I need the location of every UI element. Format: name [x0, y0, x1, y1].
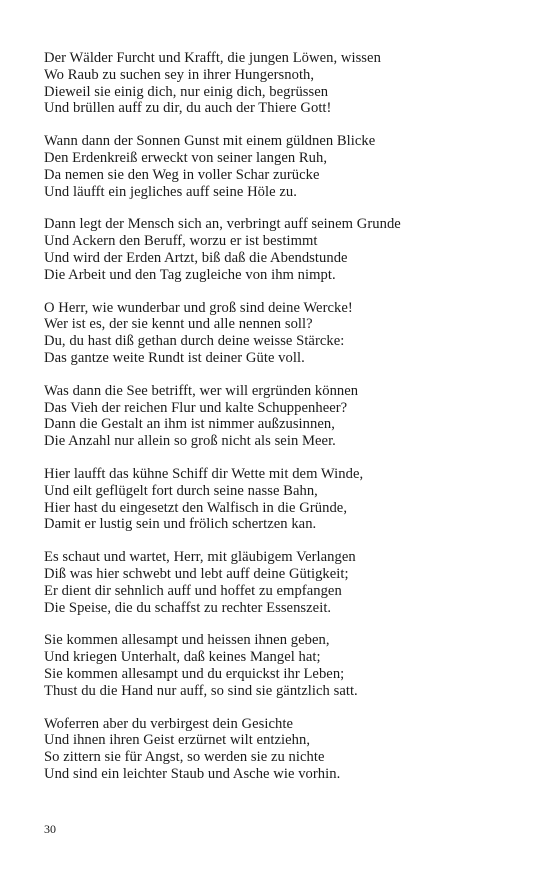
verse-line: Die Speise, die du schaffst zu rechter Essenszeit.	[44, 599, 332, 616]
verse-line: Dann die Gestalt an ihm ist nimmer außzusinnen,	[44, 416, 335, 433]
verse-line: Und eilt geflügelt fort durch seine nasse Bahn,	[44, 482, 318, 499]
verse-line: Diß was hier schwebt und lebt auff deine Gütigkeit;	[44, 565, 349, 582]
verse-line: Und wird der Erden Artzt, biß daß die Abendstunde	[44, 249, 348, 266]
verse-line: Und brüllen auff zu dir, du auch der Thiere Gott!	[44, 100, 332, 117]
verse-line: O Herr, wie wunderbar und groß sind deine Wercke!	[44, 299, 353, 316]
verse-line: Du, du hast diß gethan durch deine weisse Stärcke:	[44, 333, 345, 350]
page-number: 30	[44, 822, 56, 836]
verse-line: Hier hast du eingesetzt den Walfisch in die Gründe,	[44, 499, 348, 516]
verse-line: Dann legt der Mensch sich an, verbringt auff seinem Grunde	[44, 216, 401, 233]
verse-line: Und kriegen Unterhalt, daß keines Mangel hat;	[44, 649, 321, 666]
stanza-1	[44, 50, 524, 117]
verse-line: Thust du die Hand nur auff, so sind sie gäntzlich satt.	[44, 682, 358, 699]
verse-line: Das Vieh der reichen Flur und kalte Schuppenheer?	[44, 399, 348, 416]
stanza-7	[44, 549, 524, 616]
verse-line: Und ihnen ihren Geist erzürnet wilt entziehn,	[44, 732, 311, 749]
verse-line: Und läufft ein jegliches auff seine Höle zu.	[44, 183, 297, 200]
stanza-8	[44, 632, 524, 699]
verse-line: Sie kommen allesampt und du erquickst ihr Leben;	[44, 665, 345, 682]
stanza-9	[44, 716, 524, 783]
verse-line: Da nemen sie den Weg in voller Schar zurücke	[44, 166, 320, 183]
verse-line: Was dann die See betrifft, wer will ergründen können	[44, 382, 359, 399]
stanza-2	[44, 133, 524, 200]
verse-line: Und Ackern den Beruff, worzu er ist bestimmt	[44, 233, 318, 250]
verse-line: Dieweil sie einig dich, nur einig dich, begrüssen	[44, 83, 329, 100]
verse-line: Hier laufft das kühne Schiff dir Wette mit dem Winde,	[44, 465, 364, 482]
verse-line: Und sind ein leichter Staub und Asche wie vorhin.	[44, 765, 341, 782]
verse-line: Der Wälder Furcht und Krafft, die jungen Löwen, wissen	[44, 50, 381, 66]
verse-line: Sie kommen allesampt und heissen ihnen geben,	[44, 632, 330, 649]
verse-line: Das gantze weite Rundt ist deiner Güte voll.	[44, 349, 305, 366]
poem-text-block	[44, 50, 524, 799]
stanza-3	[44, 216, 524, 283]
verse-line: Es schaut und wartet, Herr, mit gläubigem Verlangen	[44, 549, 356, 566]
verse-line: Wann dann der Sonnen Gunst mit einem güldnen Blicke	[44, 133, 376, 150]
verse-line: Er dient dir sehnlich auff und hoffet zu empfangen	[44, 582, 342, 599]
stanza-4	[44, 300, 524, 367]
verse-line: Wer ist es, der sie kennt und alle nennen soll?	[44, 316, 313, 333]
verse-line: Die Anzahl nur allein so groß nicht als sein Meer.	[44, 433, 336, 450]
verse-line: Damit er lustig sein und frölich schertzen kan.	[44, 516, 317, 533]
verse-line: Den Erdenkreiß erweckt von seiner langen Ruh,	[44, 149, 328, 166]
verse-line: So zittern sie für Angst, so werden sie zu nichte	[44, 749, 325, 766]
verse-line: Wo Raub zu suchen sey in ihrer Hungersnoth,	[44, 66, 315, 83]
verse-line: Die Arbeit und den Tag zugleiche von ihm nimpt.	[44, 266, 336, 283]
stanza-6	[44, 466, 524, 533]
verse-line: Woferren aber du verbirgest dein Gesichte	[44, 715, 294, 732]
stanza-5	[44, 383, 524, 450]
